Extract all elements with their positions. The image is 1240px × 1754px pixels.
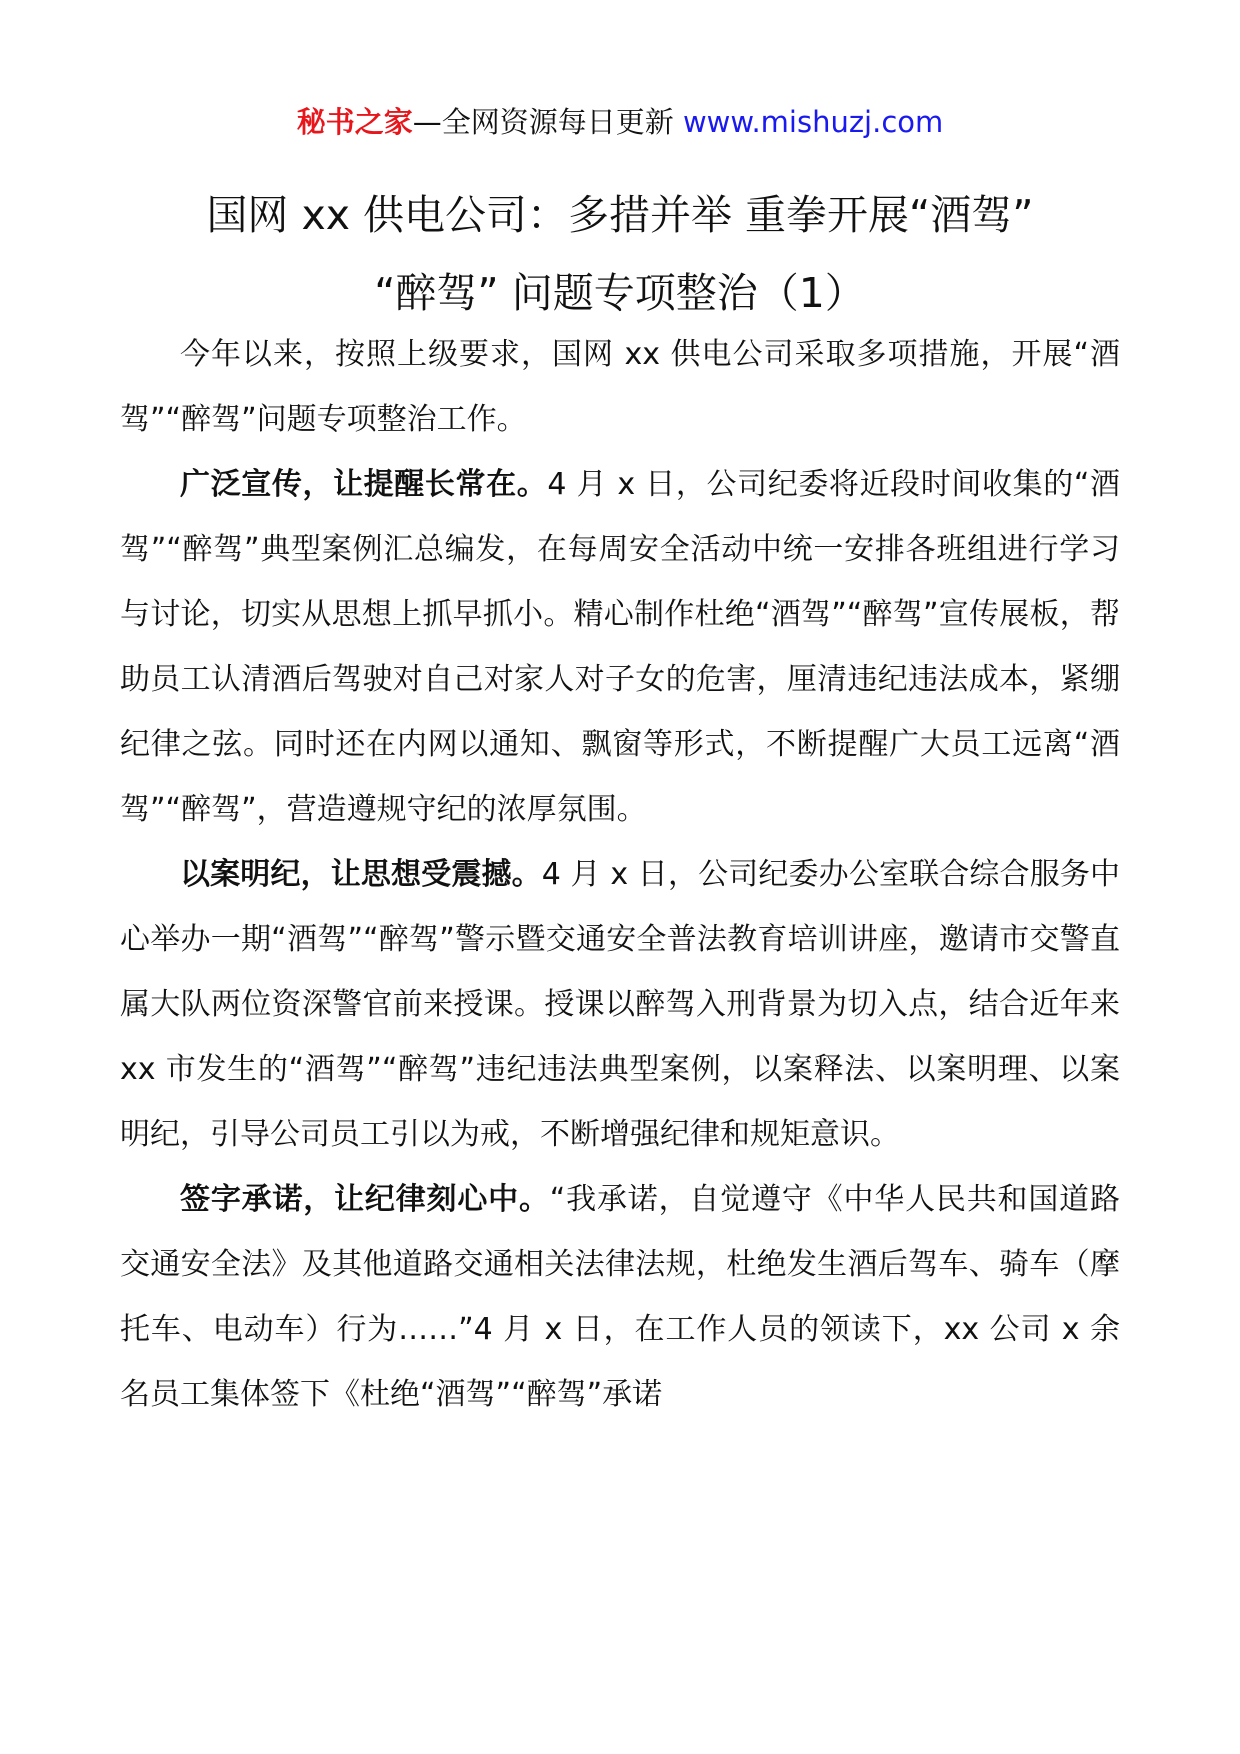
paragraph-text: 4 月 x 日，公司纪委办公室联合综合服务中心举办一期“酒驾”“醉驾”警示暨交通安全普法教育培训讲座，邀请市交警直属大队两位资深警官前来授课。授课以醉驾入刑背景为切入点，结合近年来 xx 市发生的“酒驾”“醉驾”违纪违法典型案例，以案释法、以案明理、以案明纪，引导公司员工引以为戒，不断增强纪律和规矩意识。 — [120, 857, 1121, 1152]
paragraph-heading: 以案明纪，让思想受震撼。 — [180, 857, 542, 892]
title-line-1: 国网 xx 供电公司：多措并举 重拳开展“酒驾” — [206, 191, 1034, 239]
paragraph-intro — [120, 322, 1120, 452]
site-tagline: —全网资源每日更新 — [412, 105, 683, 139]
document-title — [100, 176, 1140, 332]
paragraph-text: 4 月 x 日，公司纪委将近段时间收集的“酒驾”“醉驾”典型案例汇总编发，在每周安全活动中统一安排各班组进行学习与讨论，切实从思想上抓早抓小。精心制作杜绝“酒驾”“醉驾”宣传展板，帮助员工认清酒后驾驶对自己对家人对子女的危害，厘清违纪违法成本，紧绷纪律之弦。同时还在内网以通知、飘窗等形式，不断提醒广大员工远离“酒驾”“醉驾”，营造遵规守纪的浓厚氛围。 — [120, 467, 1120, 827]
site-url-link[interactable]: www.mishuzj.com — [682, 105, 944, 139]
paragraph-text: 今年以来，按照上级要求，国网 xx 供电公司采取多项措施，开展“酒驾”“醉驾”问题专项整治工作。 — [120, 337, 1120, 437]
site-header — [0, 100, 1240, 144]
paragraph-publicity — [120, 452, 1120, 842]
site-brand: 秘书之家 — [296, 105, 413, 139]
paragraph-text: “我承诺，自觉遵守《中华人民共和国道路交通安全法》及其他道路交通相关法律法规，杜绝发生酒后驾车、骑车（摩托车、电动车）行为……”4 月 x 日，在工作人员的领读下，xx 公司 x 余名员工集体签下《杜绝“酒驾”“醉驾”承诺 — [120, 1182, 1120, 1412]
title-line-2: “醉驾” 问题专项整治（1） — [374, 269, 866, 317]
document-body — [120, 322, 1120, 1427]
paragraph-pledge — [120, 1167, 1120, 1427]
paragraph-heading: 签字承诺，让纪律刻心中。 — [180, 1182, 550, 1217]
paragraph-heading: 广泛宣传，让提醒长常在。 — [180, 467, 548, 502]
paragraph-case-warning — [120, 842, 1120, 1167]
